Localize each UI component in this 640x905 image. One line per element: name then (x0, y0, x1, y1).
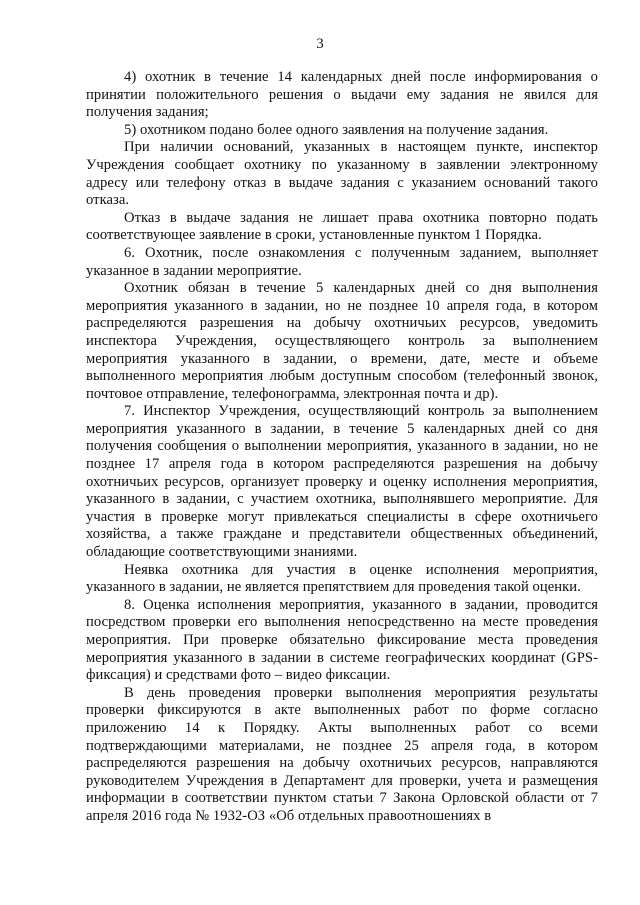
paragraph-item-5: 5) охотником подано более одного заявления на получение задания. (124, 121, 549, 138)
paragraph-notification-duty: Охотник обязан в течение 5 календарных дней со дня выполнения мероприятия указанного в задании, но не позднее 10 апреля года, в котором распределяются разрешения на добычу охотничьих ресурсов, уведомить инспектора Учреждения, осуществляющего контроль за выполнением мероприятия указанного в задании, о времени, дате, месте и объеме выполненного мероприятия любым доступным способом (телефонный звонок, почтовое отправление, телефонограмма, электронная почта и др). (86, 280, 598, 402)
page-number: 3 (316, 36, 324, 52)
paragraph-inspection-day: В день проведения проверки выполнения мероприятия результаты проверки фиксируются в акте выполненных работ по форме согласно приложению 14 к Порядку. Акты выполненных работ со всеми подтверждающими материалами, не позднее 25 апреля года, в котором распределяются разрешения на добычу охотничьих ресурсов, направляются руководителем Учреждения в Департамент для проверки, учета и размещения информации в соответствии пунктом статьи 7 Закона Орловской области от 7 апреля 2016 года № 1932-ОЗ «Об отдельных правоотношениях в (86, 684, 598, 824)
paragraph-clause-7: 7. Инспектор Учреждения, осуществляющий контроль за выполнением мероприятия указанного в задании, в течение 5 календарных дней со дня получения сообщения о выполнении мероприятия, указанного в задании, но не позднее 17 апреля года в котором распределяются разрешения на добычу охотничьих ресурсов, организует проверку и оценку исполнения мероприятия, указанного в задании, с участием охотника, выполнявшего мероприятие. Для участия в проверке могут привлекаться специалисты в сфере охотничьего хозяйства, а также граждане и представители общественных объединений, обладающие соответствующими знаниями. (86, 403, 598, 561)
paragraph-absence: Неявка охотника для участия в оценке исполнения мероприятия, указанного в задании, не является препятствием для проведения такой оценки. (86, 561, 598, 596)
document-body (86, 69, 598, 826)
paragraph-refusal-rights: Отказ в выдаче задания не лишает права охотника повторно подать соответствующее заявление в сроки, установленные пунктом 1 Порядка. (86, 209, 598, 244)
paragraph-clause-8: 8. Оценка исполнения мероприятия, указанного в задании, проводится посредством проверки его выполнения непосредственно на месте проведения мероприятия. При проверке обязательно фиксирование места проведения мероприятия указанного в задании в системе географических координат (GPS-фиксация) и средствами фото – видео фиксации. (86, 596, 598, 684)
paragraph-refusal-notice: При наличии оснований, указанных в настоящем пункте, инспектор Учреждения сообщает охотнику по указанному в заявлении электронному адресу или телефону отказ в выдаче задания с указанием оснований такого отказа. (86, 139, 598, 209)
paragraph-clause-6: 6. Охотник, после ознакомления с полученным заданием, выполняет указанное в задании мероприятие. (86, 244, 598, 279)
paragraph-item-4: 4) охотник в течение 14 календарных дней после информирования о принятии положительного решения о выдачи ему задания не явился для получения задания; (86, 69, 598, 121)
